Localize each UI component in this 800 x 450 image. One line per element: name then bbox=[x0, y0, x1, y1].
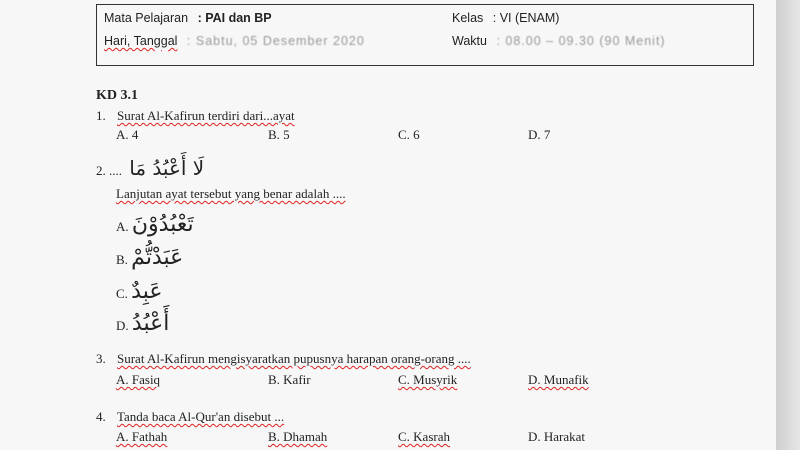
class-label: Kelas bbox=[452, 11, 484, 25]
q1-option-b: B. 5 bbox=[268, 127, 290, 142]
time-value: : 08.00 – 09.30 (90 Menit) bbox=[496, 34, 666, 48]
q3-option-a: A. Fasiq bbox=[116, 372, 161, 387]
q4-option-d: D. Harakat bbox=[528, 429, 586, 444]
question-3 bbox=[96, 351, 471, 367]
question-1 bbox=[96, 108, 295, 124]
question-text: Tanda baca Al-Qur'an disebut ... bbox=[117, 409, 285, 424]
question-arabic: لَا أَعْبُدُ مَا bbox=[129, 156, 205, 180]
question-2 bbox=[96, 156, 204, 180]
question-2-text: Lanjutan ayat tersebut yang benar adalah .... bbox=[116, 186, 346, 201]
q2-option-b-arabic: عَبَدْتُّمْ bbox=[131, 245, 184, 270]
q2-option-c-arabic: عَبِدٌ bbox=[131, 279, 163, 304]
subject-value: : PAI dan BP bbox=[197, 11, 272, 25]
q2-option-a: A. تَعْبُدُوْنَ bbox=[116, 212, 194, 237]
day-value: : Sabtu, 05 Desember 2020 bbox=[186, 34, 365, 48]
q1-option-a: A. 4 bbox=[116, 127, 139, 142]
q2-option-c: C. عَبِدٌ bbox=[116, 279, 163, 304]
q4-option-b: B. Dhamah bbox=[268, 429, 328, 444]
question-text: Surat Al-Kafirun terdiri dari...ayat bbox=[117, 108, 295, 123]
q4-option-c: C. Kasrah bbox=[398, 429, 450, 444]
question-number: 4. bbox=[96, 409, 106, 424]
header-box bbox=[96, 4, 754, 66]
day-label: Hari, Tanggal bbox=[104, 34, 178, 48]
question-text: Surat Al-Kafirun mengisyaratkan pupusnya harapan orang-orang .... bbox=[117, 351, 471, 366]
time-row bbox=[452, 34, 666, 48]
day-row bbox=[104, 34, 365, 48]
class-row bbox=[452, 11, 559, 25]
q4-option-a: A. Fathah bbox=[116, 429, 168, 444]
subject-row bbox=[104, 11, 272, 25]
q1-option-c: C. 6 bbox=[398, 127, 420, 142]
question-number: 3. bbox=[96, 351, 106, 366]
class-value: : VI (ENAM) bbox=[492, 11, 560, 25]
q2-option-d-arabic: أَعْبُدُ bbox=[131, 311, 170, 336]
page-edge-shadow bbox=[776, 0, 800, 450]
q3-option-c: C. Musyrik bbox=[398, 372, 458, 387]
subject-label: Mata Pelajaran bbox=[104, 11, 189, 25]
question-4 bbox=[96, 409, 284, 425]
q2-option-d: D. أَعْبُدُ bbox=[116, 311, 170, 336]
q3-option-b: B. Kafir bbox=[268, 372, 311, 387]
q1-option-d: D. 7 bbox=[528, 127, 551, 142]
q3-option-d: D. Munafik bbox=[528, 372, 589, 387]
q2-option-a-arabic: تَعْبُدُوْنَ bbox=[131, 212, 194, 237]
kd-heading: KD 3.1 bbox=[96, 88, 138, 103]
question-number: 1. bbox=[96, 108, 106, 123]
question-number: 2. .... bbox=[96, 163, 122, 178]
time-label: Waktu bbox=[452, 34, 487, 48]
q2-option-b: B. عَبَدْتُّمْ bbox=[116, 245, 184, 270]
